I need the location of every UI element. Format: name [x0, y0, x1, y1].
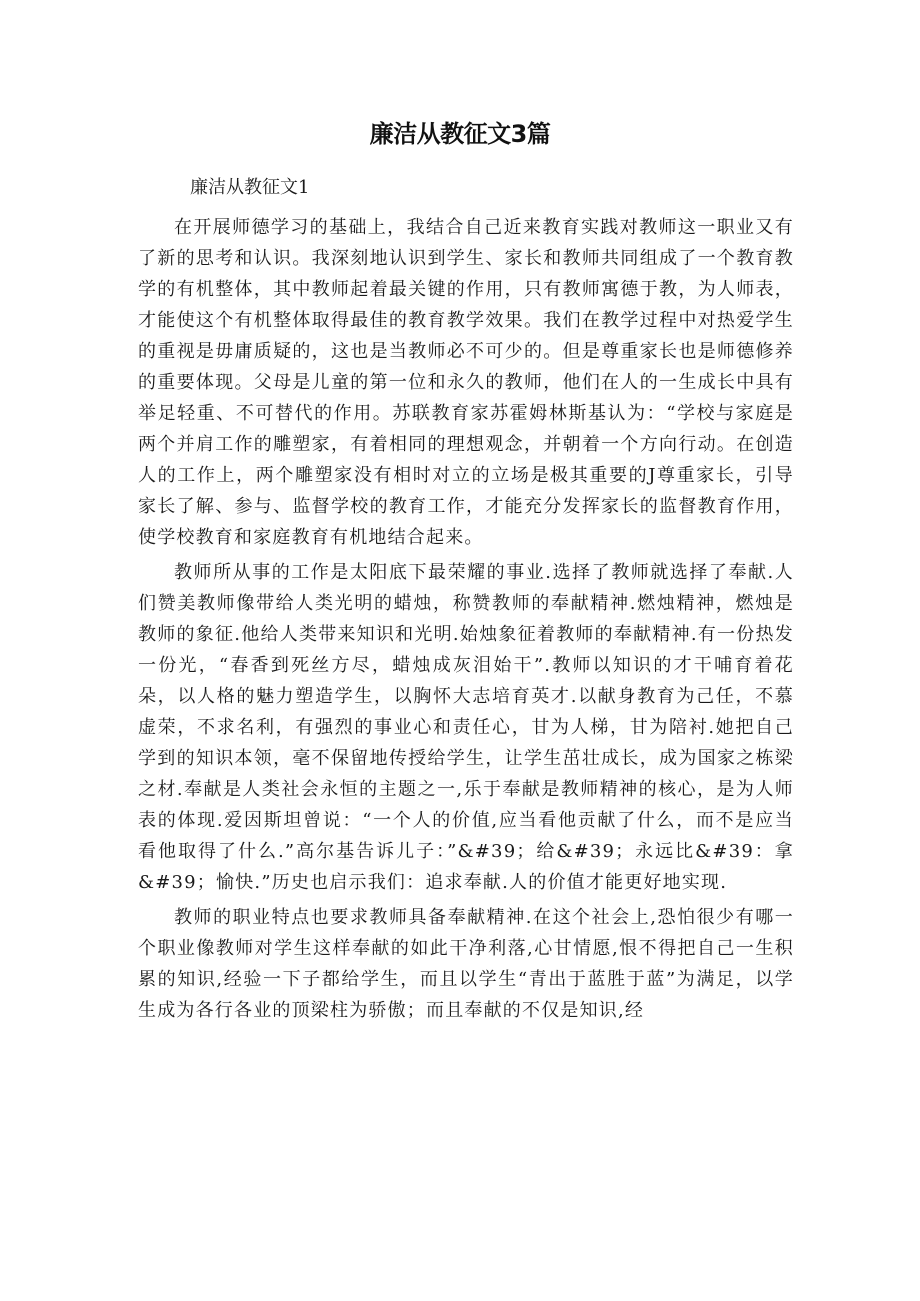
section-heading: 廉洁从教征文1: [190, 177, 310, 198]
document-body: [138, 172, 794, 1026]
paragraph-2: 教师所从事的工作是太阳底下最荣耀的事业.选择了教师就选择了奉献.人们赞美教师像带给人类光明的蜡烛，称赞教师的奉献精神.燃烛精神，燃烛是教师的象征.他给人类带来知识和光明.始烛象征着教师的奉献精神.有一份热发一份光，“春香到死丝方尽，蜡烛成灰泪始干”.教师以知识的才干哺育着花朵，以人格的魅力塑造学生，以胸怀大志培育英才.以献身教育为己任，不慕虚荣，不求名利，有强烈的事业心和责任心，甘为人梯，甘为陪衬.她把自己学到的知识本领，毫不保留地传授给学生，让学生茁壮成长，成为国家之栋梁之材.奉献是人类社会永恒的主题之一,乐于奉献是教师精神的核心，是为人师表的体现.爱因斯坦曾说：“一个人的价值,应当看他贡献了什么，而不是应当看他取得了什么.”高尔基告诉儿子：”&#39；给&#39；永远比&#39：拿&#39；愉快.”历史也启示我们：追求奉献.人的价值才能更好地实现.: [138, 562, 794, 893]
paragraph-1: 在开展师德学习的基础上，我结合自己近来教育实践对教师这一职业又有了新的思考和认识。我深刻地认识到学生、家长和教师共同组成了一个教育教学的有机整体，其中教师起着最关键的作用，只有教师寓德于教，为人师表，才能使这个有机整体取得最佳的教育教学效果。我们在教学过程中对热爱学生的重视是毋庸质疑的，这也是当教师必不可少的。但是尊重家长也是师德修养的重要体现。父母是儿童的第一位和永久的教师，他们在人的一生成长中具有举足轻重、不可替代的作用。苏联教育家苏霍姆林斯基认为：“学校与家庭是两个并肩工作的雕塑家，有着相同的理想观念，并朝着一个方向行动。在创造人的工作上，两个雕塑家没有相时对立的立场是极其重要的J尊重家长，引导家长了解、参与、监督学校的教育工作，才能充分发挥家长的监督教育作用，使学校教育和家庭教育有机地结合起来。: [138, 217, 794, 548]
paragraph-3: 教师的职业特点也要求教师具备奉献精神.在这个社会上,恐怕很少有哪一个职业像教师对学生这样奉献的如此干净利落,心甘情愿,恨不得把自己一生积累的知识,经验一下子都给学生，而且以学生“青出于蓝胜于蓝”为满足，以学生成为各行各业的顶梁柱为骄傲；而且奉献的不仅是知识,经: [138, 907, 794, 1021]
document-title: 廉洁从教征文3篇: [369, 120, 551, 148]
